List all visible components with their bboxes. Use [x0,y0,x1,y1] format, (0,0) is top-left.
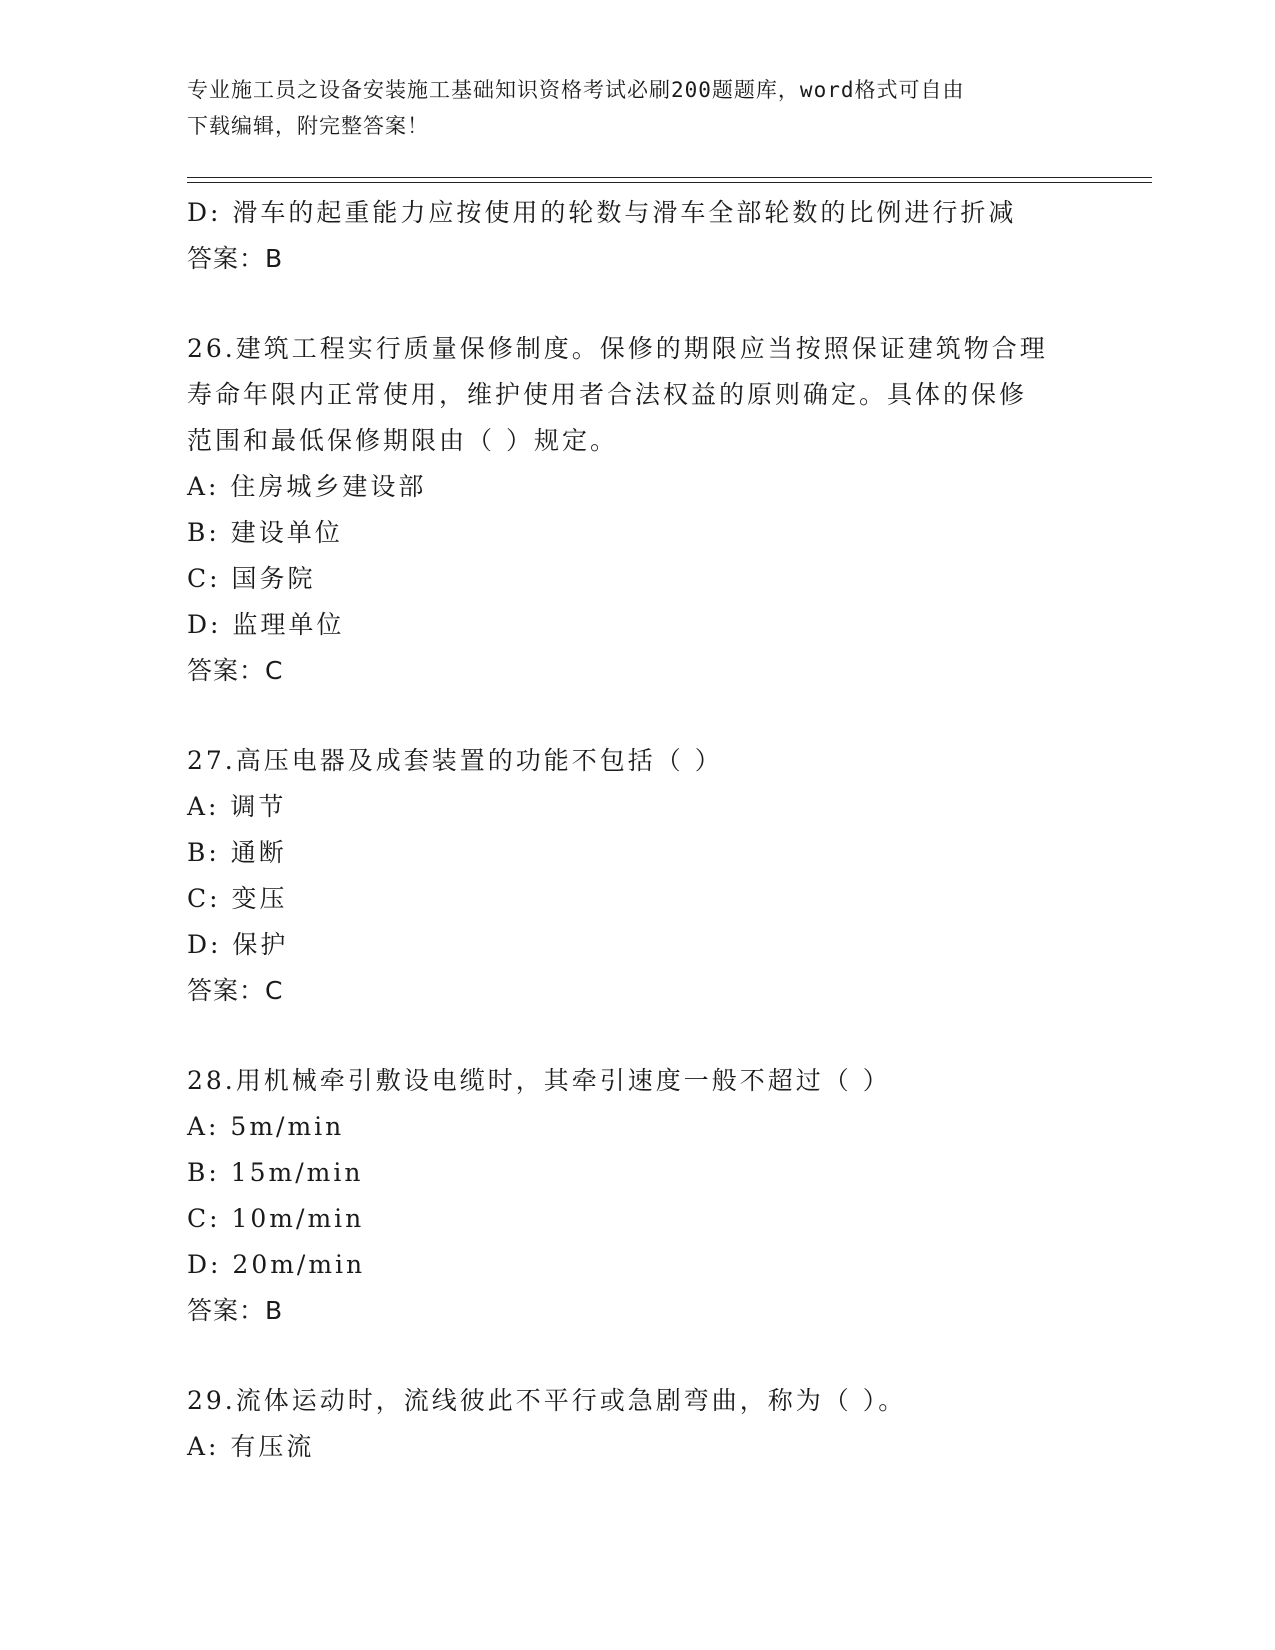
question-28-answer: 答案：B [187,1296,284,1325]
header-divider [187,177,1152,183]
question-26-option-d: D: 监理单位 [187,610,345,639]
question-27 [187,738,1087,1014]
question-27-option-c: C: 变压 [187,884,288,913]
header-line-1: 专业施工员之设备安装施工基础知识资格考试必刷200题题库，word格式可自由 [187,78,965,102]
document-header [187,72,1087,144]
question-28-option-a: A: 5m/min [187,1112,345,1141]
question-26-answer: 答案：C [187,656,284,685]
prev-question-option-d: D: 滑车的起重能力应按使用的轮数与滑车全部轮数的比例进行折减 [187,198,1017,227]
question-29 [187,1378,1087,1470]
question-26-option-a: A: 住房城乡建设部 [187,472,427,501]
question-26-stem-line-2: 寿命年限内正常使用，维护使用者合法权益的原则确定。具体的保修 [187,380,1028,409]
question-28 [187,1058,1087,1334]
question-26-option-b: B: 建设单位 [187,518,343,547]
header-line-2: 下载编辑，附完整答案！ [187,114,429,138]
question-29-option-a: A: 有压流 [187,1432,315,1461]
question-26 [187,326,1087,694]
question-27-answer: 答案：C [187,976,284,1005]
question-29-stem: 29.流体运动时，流线彼此不平行或急剧弯曲，称为（ ）。 [187,1386,907,1415]
question-28-option-b: B: 15m/min [187,1158,364,1187]
question-27-option-b: B: 通断 [187,838,287,867]
question-26-stem-line-3: 范围和最低保修期限由（ ）规定。 [187,426,618,455]
question-27-stem: 27.高压电器及成套装置的功能不包括（ ） [187,746,723,775]
question-28-stem: 28.用机械牵引敷设电缆时，其牵引速度一般不超过（ ） [187,1066,891,1095]
question-27-option-a: A: 调节 [187,792,287,821]
question-content [187,190,1087,1470]
question-28-option-c: C: 10m/min [187,1204,365,1233]
question-26-option-c: C: 国务院 [187,564,316,593]
question-26-stem-line-1: 26.建筑工程实行质量保修制度。保修的期限应当按照保证建筑物合理 [187,334,1048,363]
question-28-option-d: D: 20m/min [187,1250,366,1279]
prev-question-answer: 答案：B [187,244,284,273]
question-27-option-d: D: 保护 [187,930,289,959]
